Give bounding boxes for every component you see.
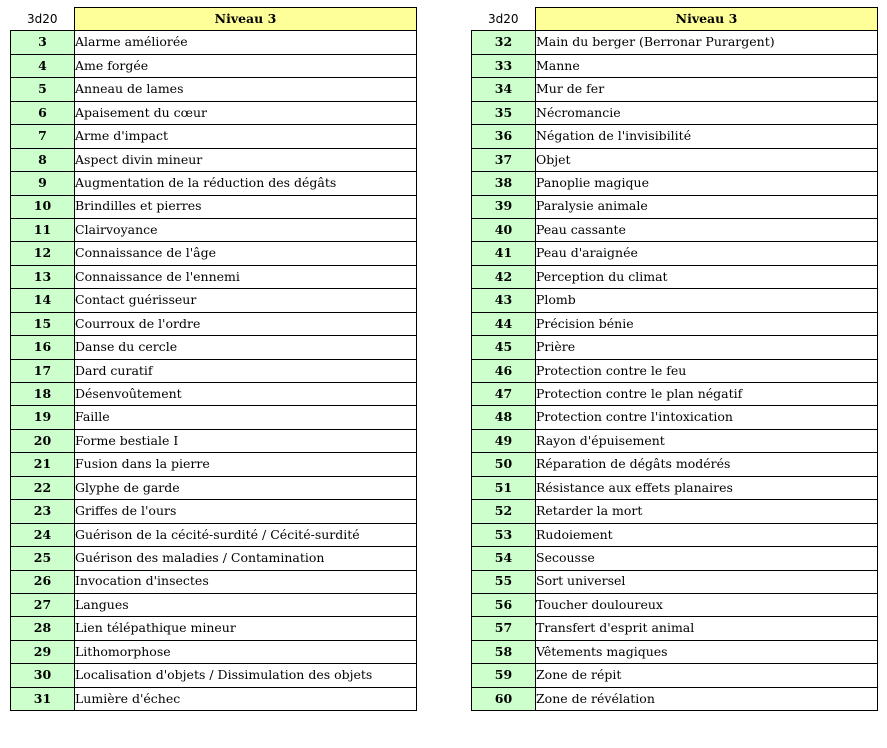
roll-number: 17 (11, 359, 75, 382)
spell-name: Anneau de lames (75, 78, 417, 101)
spell-name: Protection contre l'intoxication (536, 406, 878, 429)
roll-number: 57 (472, 617, 536, 640)
spell-name: Retarder la mort (536, 500, 878, 523)
spell-name: Contact guérisseur (75, 289, 417, 312)
level-header: Niveau 3 (75, 8, 417, 31)
table-row (472, 523, 878, 546)
table-row (11, 125, 417, 148)
spell-name: Manne (536, 54, 878, 77)
spell-name: Panoplie magique (536, 172, 878, 195)
spell-name: Objet (536, 148, 878, 171)
table-row (11, 148, 417, 171)
spell-name: Mur de fer (536, 78, 878, 101)
roll-number: 53 (472, 523, 536, 546)
roll-number: 50 (472, 453, 536, 476)
table-row (11, 242, 417, 265)
spell-name: Lumière d'échec (75, 687, 417, 710)
table-row (11, 570, 417, 593)
roll-number: 21 (11, 453, 75, 476)
table-row (11, 476, 417, 499)
spell-name: Langues (75, 593, 417, 616)
table-row (472, 687, 878, 710)
header-row (11, 8, 417, 31)
table-row (472, 242, 878, 265)
table-row (472, 78, 878, 101)
table-body (472, 31, 878, 711)
table-row (11, 359, 417, 382)
table-row (11, 687, 417, 710)
spell-name: Négation de l'invisibilité (536, 125, 878, 148)
roll-number: 33 (472, 54, 536, 77)
table-row (472, 265, 878, 288)
dice-header: 3d20 (11, 8, 75, 31)
roll-number: 15 (11, 312, 75, 335)
roll-number: 10 (11, 195, 75, 218)
spell-name: Clairvoyance (75, 218, 417, 241)
spell-name: Connaissance de l'ennemi (75, 265, 417, 288)
roll-number: 13 (11, 265, 75, 288)
spell-name: Protection contre le plan négatif (536, 383, 878, 406)
roll-number: 52 (472, 500, 536, 523)
roll-number: 28 (11, 617, 75, 640)
spell-table-left (10, 7, 417, 711)
roll-number: 12 (11, 242, 75, 265)
roll-number: 55 (472, 570, 536, 593)
spell-name: Réparation de dégâts modérés (536, 453, 878, 476)
roll-number: 27 (11, 593, 75, 616)
table-row (472, 101, 878, 124)
spell-name: Dard curatif (75, 359, 417, 382)
table-row (472, 31, 878, 54)
roll-number: 58 (472, 640, 536, 663)
spell-name: Zone de répit (536, 664, 878, 687)
roll-number: 4 (11, 54, 75, 77)
table-row (11, 265, 417, 288)
table-row (472, 547, 878, 570)
table-row (11, 523, 417, 546)
spell-name: Rayon d'épuisement (536, 429, 878, 452)
roll-number: 25 (11, 547, 75, 570)
roll-number: 38 (472, 172, 536, 195)
table-row (472, 195, 878, 218)
roll-number: 32 (472, 31, 536, 54)
table-row (472, 593, 878, 616)
spell-name: Invocation d'insectes (75, 570, 417, 593)
table-row (11, 406, 417, 429)
spell-name: Localisation d'objets / Dissimulation des objets (75, 664, 417, 687)
roll-number: 59 (472, 664, 536, 687)
table-row (11, 101, 417, 124)
roll-number: 40 (472, 218, 536, 241)
table-row (11, 640, 417, 663)
table-row (11, 617, 417, 640)
roll-number: 14 (11, 289, 75, 312)
spell-table-right (471, 7, 878, 711)
roll-number: 42 (472, 265, 536, 288)
dice-header: 3d20 (472, 8, 536, 31)
roll-number: 23 (11, 500, 75, 523)
roll-number: 56 (472, 593, 536, 616)
spell-name: Résistance aux effets planaires (536, 476, 878, 499)
table-row (11, 31, 417, 54)
table-row (472, 218, 878, 241)
spell-name: Zone de révélation (536, 687, 878, 710)
spell-name: Faille (75, 406, 417, 429)
table-row (472, 570, 878, 593)
roll-number: 46 (472, 359, 536, 382)
spell-name: Courroux de l'ordre (75, 312, 417, 335)
table-row (472, 289, 878, 312)
table-row (11, 54, 417, 77)
spell-name: Sort universel (536, 570, 878, 593)
table-row (11, 593, 417, 616)
table-row (472, 359, 878, 382)
table-row (11, 547, 417, 570)
table-row (11, 453, 417, 476)
spell-name: Arme d'impact (75, 125, 417, 148)
spell-name: Rudoiement (536, 523, 878, 546)
roll-number: 26 (11, 570, 75, 593)
table-row (11, 78, 417, 101)
spell-name: Guérison des maladies / Contamination (75, 547, 417, 570)
roll-number: 5 (11, 78, 75, 101)
table-row (472, 125, 878, 148)
roll-number: 51 (472, 476, 536, 499)
spell-name: Alarme améliorée (75, 31, 417, 54)
roll-number: 41 (472, 242, 536, 265)
roll-number: 43 (472, 289, 536, 312)
spell-name: Griffes de l'ours (75, 500, 417, 523)
spell-name: Lithomorphose (75, 640, 417, 663)
table-body (11, 31, 417, 711)
table-row (472, 617, 878, 640)
table-row (11, 336, 417, 359)
roll-number: 44 (472, 312, 536, 335)
spell-name: Vêtements magiques (536, 640, 878, 663)
roll-number: 30 (11, 664, 75, 687)
table-row (472, 429, 878, 452)
table-row (472, 54, 878, 77)
roll-number: 36 (472, 125, 536, 148)
roll-number: 39 (472, 195, 536, 218)
roll-number: 37 (472, 148, 536, 171)
table-row (472, 453, 878, 476)
roll-number: 9 (11, 172, 75, 195)
spell-name: Perception du climat (536, 265, 878, 288)
roll-number: 24 (11, 523, 75, 546)
roll-number: 49 (472, 429, 536, 452)
roll-number: 34 (472, 78, 536, 101)
spell-name: Danse du cercle (75, 336, 417, 359)
table-row (472, 500, 878, 523)
spell-name: Secousse (536, 547, 878, 570)
spell-name: Peau d'araignée (536, 242, 878, 265)
table-row (472, 406, 878, 429)
table-row (472, 664, 878, 687)
spell-name: Protection contre le feu (536, 359, 878, 382)
spell-name: Désenvoûtement (75, 383, 417, 406)
roll-number: 29 (11, 640, 75, 663)
spell-name: Forme bestiale I (75, 429, 417, 452)
table-row (11, 500, 417, 523)
spell-name: Peau cassante (536, 218, 878, 241)
roll-number: 19 (11, 406, 75, 429)
table-row (11, 664, 417, 687)
table-row (11, 218, 417, 241)
table-row (472, 640, 878, 663)
spell-name: Plomb (536, 289, 878, 312)
table-row (11, 195, 417, 218)
spell-name: Transfert d'esprit animal (536, 617, 878, 640)
roll-number: 11 (11, 218, 75, 241)
roll-number: 8 (11, 148, 75, 171)
table-row (11, 312, 417, 335)
spell-name: Apaisement du cœur (75, 101, 417, 124)
spell-name: Fusion dans la pierre (75, 453, 417, 476)
table-row (472, 148, 878, 171)
spell-name: Augmentation de la réduction des dégâts (75, 172, 417, 195)
table-row (11, 172, 417, 195)
spell-name: Connaissance de l'âge (75, 242, 417, 265)
roll-number: 54 (472, 547, 536, 570)
roll-number: 47 (472, 383, 536, 406)
roll-number: 16 (11, 336, 75, 359)
spell-name: Nécromancie (536, 101, 878, 124)
roll-number: 22 (11, 476, 75, 499)
spell-name: Main du berger (Berronar Purargent) (536, 31, 878, 54)
roll-number: 3 (11, 31, 75, 54)
spell-name: Lien télépathique mineur (75, 617, 417, 640)
spell-name: Glyphe de garde (75, 476, 417, 499)
spell-name: Brindilles et pierres (75, 195, 417, 218)
roll-number: 18 (11, 383, 75, 406)
roll-number: 20 (11, 429, 75, 452)
roll-number: 31 (11, 687, 75, 710)
table-row (11, 289, 417, 312)
table-row (472, 383, 878, 406)
spell-name: Précision bénie (536, 312, 878, 335)
spell-name: Aspect divin mineur (75, 148, 417, 171)
spell-name: Ame forgée (75, 54, 417, 77)
level-header: Niveau 3 (536, 8, 878, 31)
roll-number: 35 (472, 101, 536, 124)
spell-name: Guérison de la cécité-surdité / Cécité-surdité (75, 523, 417, 546)
table-row (472, 476, 878, 499)
table-row (472, 312, 878, 335)
spell-name: Toucher douloureux (536, 593, 878, 616)
table-row (472, 336, 878, 359)
spell-name: Paralysie animale (536, 195, 878, 218)
roll-number: 48 (472, 406, 536, 429)
header-row (472, 8, 878, 31)
roll-number: 6 (11, 101, 75, 124)
spell-name: Prière (536, 336, 878, 359)
table-row (11, 383, 417, 406)
roll-number: 60 (472, 687, 536, 710)
table-row (472, 172, 878, 195)
roll-number: 7 (11, 125, 75, 148)
roll-number: 45 (472, 336, 536, 359)
table-row (11, 429, 417, 452)
